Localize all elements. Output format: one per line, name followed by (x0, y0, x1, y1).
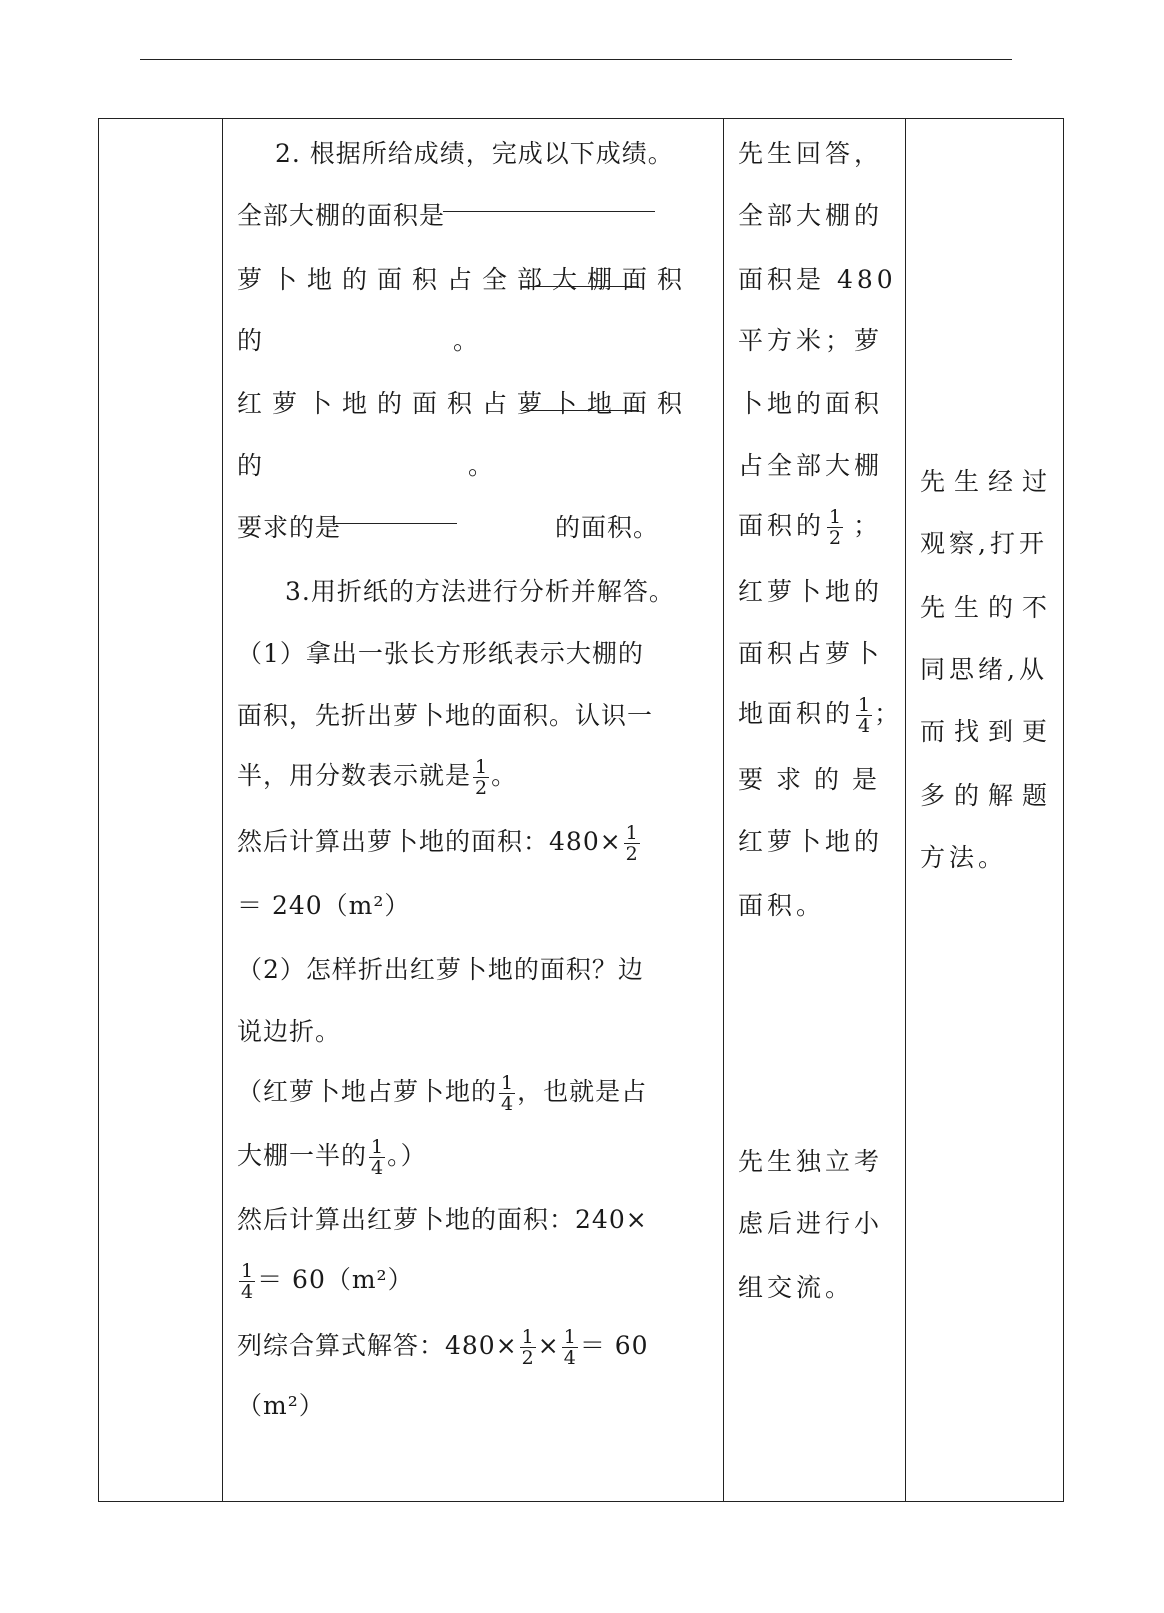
text-line: 多的解题 (920, 781, 1057, 810)
text-line: 而找到更 (920, 717, 1057, 746)
fraction-denominator: 4 (858, 715, 871, 737)
text-segment: 全部大棚的面积是 (237, 201, 446, 230)
fraction-numerator: 1 (625, 822, 638, 844)
strike-line (521, 410, 639, 411)
fraction-half (624, 823, 640, 864)
text-line (237, 1261, 414, 1302)
text-line: 面积是 480 (738, 265, 897, 294)
text-segment: 的 (237, 326, 264, 355)
text-line (237, 1327, 649, 1368)
text-line: 萝卜地的面积占全部大棚面积 (237, 265, 693, 294)
text-segment: 然后计算出萝卜地的面积：480× (237, 827, 622, 856)
text-line: 组交流。 (738, 1273, 855, 1302)
fraction-numerator: 1 (521, 1326, 534, 1348)
text-line: 平方米；萝 (738, 326, 884, 355)
text-segment: 列综合算式解答：480× (237, 1331, 518, 1360)
text-segment: 半，用分数表示就是 (237, 761, 472, 790)
text-line (237, 823, 642, 864)
fraction-numerator: 1 (829, 506, 842, 528)
text-segment: ； (853, 511, 883, 540)
text-line (237, 451, 494, 481)
fraction-denominator: 2 (625, 843, 638, 865)
fraction-numerator: 1 (501, 1072, 514, 1094)
column-stage (99, 119, 223, 1501)
text-line: （1）拿出一张长方形纸表示大棚的 (237, 639, 644, 668)
text-line: 3.用折纸的方法进行分析并解答。 (285, 577, 675, 606)
text-line: 先生经过 (920, 467, 1057, 496)
text-line: （2）怎样折出红萝卜地的面积？边 (237, 955, 644, 984)
column-student-activity (724, 119, 906, 1501)
text-line: 面积。 (738, 891, 826, 920)
text-segment: × (537, 1331, 560, 1360)
text-line: 红萝卜地的 (738, 577, 884, 606)
text-line: 先生的不 (920, 593, 1057, 622)
answer-blank (443, 211, 655, 212)
fraction-half (827, 507, 843, 548)
text-segment: 要求的是 (237, 513, 342, 542)
text-segment: 。 (468, 451, 495, 480)
text-segment: ； (874, 699, 904, 728)
text-line (237, 757, 517, 798)
text-line: 面积，先折出萝卜地的面积。认识一 (237, 701, 654, 730)
text-segment: （红萝卜地占萝卜地的 (237, 1077, 498, 1106)
fraction-denominator: 4 (371, 1157, 384, 1179)
fraction-half (520, 1327, 536, 1368)
fraction-numerator: 1 (241, 1260, 254, 1282)
text-line: 要求的是 (738, 765, 891, 794)
column-teaching-content (223, 119, 724, 1501)
text-line (738, 695, 903, 736)
text-segment: 。 (491, 761, 518, 790)
fraction-denominator: 2 (829, 527, 842, 549)
fraction-numerator: 1 (475, 756, 488, 778)
text-line: 说边折。 (237, 1017, 342, 1046)
text-line: 虑后进行小 (738, 1209, 884, 1238)
text-segment: 的面积。 (555, 513, 660, 542)
text-line (738, 507, 882, 548)
column-design-intent (906, 119, 1065, 1501)
text-line: 红萝卜地的 (738, 827, 884, 856)
text-line (237, 1073, 647, 1114)
fraction-quarter (856, 695, 872, 736)
text-line: 红萝卜地的面积占萝卜地面积 (237, 389, 693, 418)
header-rule (140, 59, 1012, 60)
fraction-numerator: 1 (563, 1326, 576, 1348)
text-segment: 地面积的 (738, 699, 855, 728)
text-line: 先生独立考 (738, 1147, 884, 1176)
text-line: 然后计算出红萝卜地的面积：240× (237, 1205, 648, 1234)
text-line: ＝ 240（m²） (237, 891, 411, 920)
answer-blank (333, 523, 457, 524)
text-segment: ＝ 60（m²） (257, 1265, 414, 1294)
text-segment: 大棚一半的 (237, 1141, 368, 1170)
text-segment: 的 (237, 451, 264, 480)
text-line: 同思绪,从 (920, 655, 1048, 684)
fraction-denominator: 4 (241, 1281, 254, 1303)
text-line: 全部大棚的 (738, 201, 884, 230)
text-line: 占全部大棚 (738, 451, 884, 480)
text-segment: 。） (387, 1141, 427, 1170)
text-segment: 面积的 (738, 511, 826, 540)
fraction-denominator: 2 (475, 777, 488, 799)
text-segment: ，也就是占 (517, 1077, 648, 1106)
text-line: 卜地的面积 (738, 389, 884, 418)
strike-line (521, 286, 639, 287)
fraction-quarter (499, 1073, 515, 1114)
fraction-denominator: 2 (521, 1347, 534, 1369)
fraction-quarter (562, 1327, 578, 1368)
text-line (237, 201, 655, 231)
text-line: 面积占萝卜 (738, 639, 884, 668)
text-line: （m²） (237, 1391, 325, 1420)
fraction-numerator: 1 (371, 1136, 384, 1158)
text-segment: 。 (453, 326, 480, 355)
fraction-half (473, 757, 489, 798)
text-segment: ＝ 60 (579, 1331, 649, 1360)
fraction-quarter (239, 1261, 255, 1302)
fraction-denominator: 4 (563, 1347, 576, 1369)
text-line: 方法。 (920, 843, 1008, 872)
lesson-table (98, 118, 1064, 1502)
text-line: 先生回答， (738, 139, 884, 168)
text-line: 观察,打开 (920, 529, 1048, 558)
fraction-denominator: 4 (501, 1093, 514, 1115)
text-line (237, 513, 659, 543)
text-line: 2. 根据所给成绩，完成以下成绩。 (275, 139, 674, 168)
text-line (237, 1137, 427, 1178)
fraction-numerator: 1 (858, 694, 871, 716)
fraction-quarter (369, 1137, 385, 1178)
text-line (237, 326, 479, 356)
